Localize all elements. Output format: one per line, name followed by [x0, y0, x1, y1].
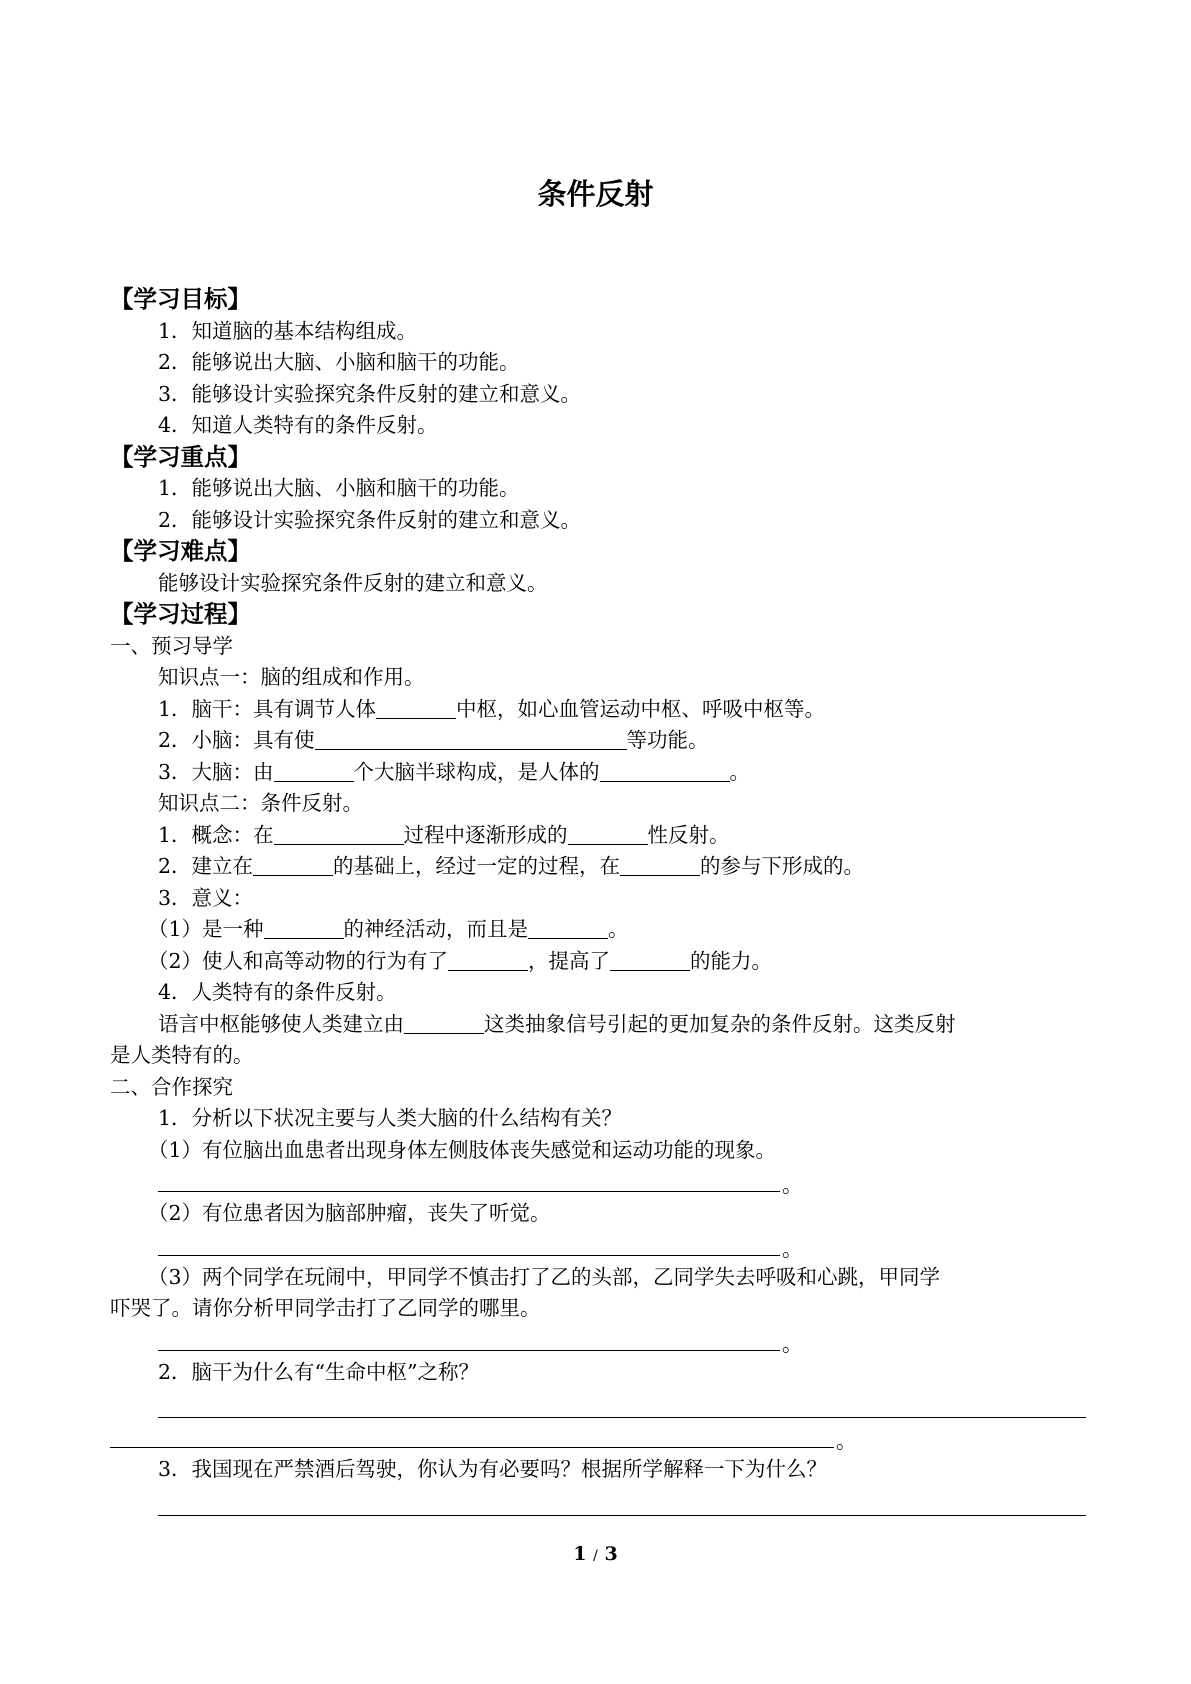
answer-line[interactable] — [110, 1388, 1086, 1424]
human-reflex-heading: 4．人类特有的条件反射。 — [158, 980, 397, 1004]
section-heading-process: 【学习过程】 — [110, 600, 251, 628]
part2-heading: 二、合作探究 — [110, 1074, 233, 1099]
worksheet-content — [110, 284, 1086, 1522]
fill-blank[interactable] — [315, 729, 627, 750]
fill-blank[interactable] — [274, 824, 404, 845]
section-heading-goals: 【学习目标】 — [110, 285, 251, 313]
fill-blank[interactable] — [448, 950, 528, 971]
fill-line-concept — [110, 820, 1086, 852]
line-text: 的神经活动，而且是 — [343, 917, 529, 941]
line-end-period: 。 — [836, 1429, 857, 1453]
meaning-heading: 3．意义： — [158, 885, 254, 910]
line-text: 语言中枢能够使人类建立由 — [158, 1011, 404, 1036]
line-text: （2）使人和高等动物的行为有了 — [148, 948, 449, 973]
line-text: （1）是一种 — [148, 917, 264, 941]
difficulty-text: 能够设计实验探究条件反射的建立和意义。 — [158, 570, 548, 595]
question-1-1: （1）有位脑出血患者出现身体左侧肢体丧失感觉和运动功能的现象。 — [148, 1137, 777, 1162]
answer-rule — [158, 1191, 780, 1192]
answer-line[interactable] — [110, 1230, 1086, 1262]
fill-blank[interactable] — [610, 950, 690, 971]
part1-heading: 一、预习导学 — [110, 633, 233, 658]
goal-item: 1．知道脑的基本结构组成。 — [158, 318, 418, 343]
line-text: 等功能。 — [626, 728, 709, 752]
fill-line-meaning-2 — [110, 946, 1086, 978]
question-1-2: （2）有位患者因为脑部肿瘤，丧失了听觉。 — [148, 1201, 551, 1225]
question-1: 1．分析以下状况主要与人类大脑的什么结构有关？ — [158, 1106, 623, 1130]
fill-blank[interactable] — [376, 698, 456, 719]
line-text: 过程中逐渐形成的 — [403, 822, 568, 847]
knowledge-point-1: 知识点一：脑的组成和作用。 — [158, 665, 425, 689]
line-text: 1．脑干：具有调节人体 — [158, 696, 377, 721]
fill-blank[interactable] — [264, 918, 344, 939]
fill-line-language — [110, 1009, 1086, 1041]
line-end-period: 。 — [782, 1331, 803, 1356]
line-end-period: 。 — [782, 1236, 803, 1261]
fill-blank[interactable] — [528, 918, 608, 939]
answer-rule — [158, 1515, 1086, 1516]
goal-item: 2．能够说出大脑、小脑和脑干的功能。 — [158, 350, 520, 374]
line-end-period: 。 — [782, 1173, 803, 1197]
question-2: 2．脑干为什么有“生命中枢”之称？ — [158, 1359, 480, 1384]
fill-blank[interactable] — [274, 761, 354, 782]
page-title: 条件反射 — [537, 177, 654, 211]
fill-blank[interactable] — [600, 761, 730, 782]
line-text: 的基础上，经过一定的过程，在 — [333, 854, 621, 878]
line-text: 1．概念：在 — [158, 822, 274, 847]
question-3: 3．我国现在严禁酒后驾驶，你认为有必要吗？根据所学解释一下为什么？ — [158, 1457, 828, 1481]
line-text: 。 — [608, 917, 629, 941]
fill-line-cerebellum — [110, 725, 1086, 757]
line-text: ，提高了 — [528, 948, 611, 973]
answer-line[interactable] — [110, 1325, 1086, 1357]
line-text: 的能力。 — [690, 948, 773, 973]
fill-line-brainstem — [110, 694, 1086, 726]
answer-rule — [110, 1447, 834, 1448]
question-1-3-cont: 吓哭了。请你分析甲同学击打了乙同学的哪里。 — [110, 1296, 541, 1320]
goal-item: 4．知道人类特有的条件反射。 — [158, 413, 438, 437]
answer-rule — [158, 1350, 780, 1351]
keypoint-item: 2．能够设计实验探究条件反射的建立和意义。 — [158, 507, 582, 532]
answer-rule — [158, 1255, 780, 1256]
line-text: 。 — [729, 759, 751, 784]
question-1-3: （3）两个同学在玩闹中，甲同学不慎击打了乙的头部，乙同学失去呼吸和心跳，甲同学 — [148, 1264, 941, 1289]
page-number — [0, 1543, 1191, 1565]
line-text: 的参与下形成的。 — [700, 854, 865, 878]
line-text: 3．大脑：由 — [158, 759, 274, 784]
answer-rule — [158, 1417, 1086, 1418]
fill-blank[interactable] — [620, 855, 700, 876]
fill-blank[interactable] — [568, 824, 648, 845]
line-text: 个大脑半球构成，是人体的 — [353, 759, 600, 784]
fill-line-basis — [110, 851, 1086, 883]
answer-line[interactable] — [110, 1486, 1086, 1522]
fill-blank[interactable] — [253, 855, 333, 876]
page-separator: / — [593, 1548, 598, 1564]
section-heading-keypoints: 【学习重点】 — [110, 442, 251, 471]
fill-line-meaning-1 — [110, 914, 1086, 946]
knowledge-point-2: 知识点二：条件反射。 — [158, 791, 363, 815]
fill-line-cerebrum — [110, 757, 1086, 789]
fill-blank[interactable] — [404, 1013, 484, 1034]
line-text: 2．小脑：具有使 — [158, 728, 315, 752]
line-text: 2．建立在 — [158, 854, 254, 878]
total-pages: 3 — [604, 1543, 618, 1565]
current-page: 1 — [573, 1543, 587, 1565]
line-text: 这类抽象信号引起的更加复杂的条件反射。这类反射 — [484, 1011, 956, 1036]
keypoint-item: 1．能够说出大脑、小脑和脑干的功能。 — [158, 476, 520, 500]
goal-item: 3．能够设计实验探究条件反射的建立和意义。 — [158, 381, 582, 406]
section-heading-difficulty: 【学习难点】 — [110, 537, 251, 565]
line-text: 是人类特有的。 — [110, 1043, 254, 1067]
line-text: 中枢，如心血管运动中枢、呼吸中枢等。 — [456, 696, 826, 721]
answer-line[interactable] — [110, 1166, 1086, 1198]
answer-line[interactable] — [110, 1424, 1086, 1454]
line-text: 性反射。 — [647, 822, 730, 847]
